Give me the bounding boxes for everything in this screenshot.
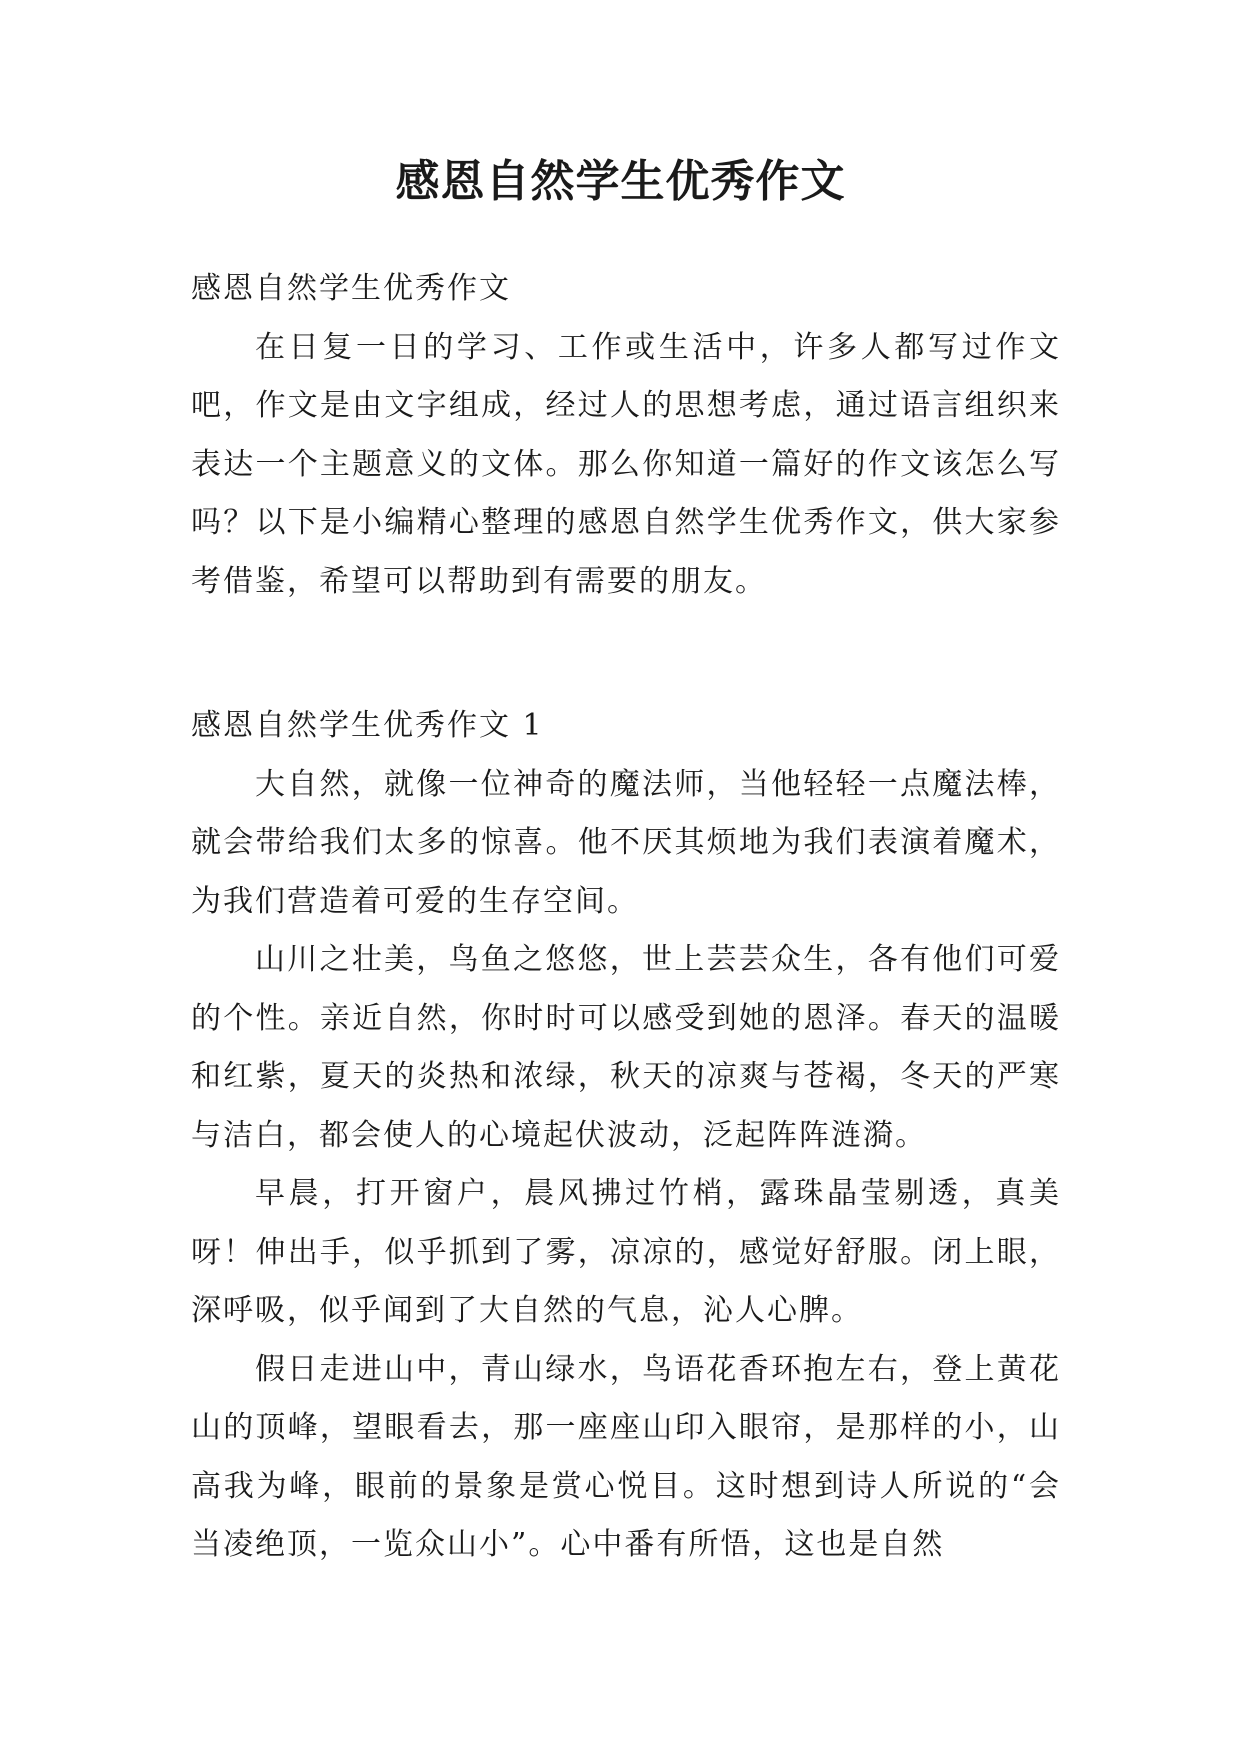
intro-heading: 感恩自然学生优秀作文 [191,271,511,306]
essay-1-paragraph-1: 大自然，就像一位神奇的魔法师，当他轻轻一点魔法棒，就会带给我们太多的惊喜。他不厌其烦地为我们表演着魔术，为我们营造着可爱的生存空间。 [191,766,1061,919]
document-title: 感恩自然学生优秀作文 [395,156,846,207]
document-body [191,260,1061,1575]
section-spacer [191,611,1061,697]
essay-1-paragraph-4: 假日走进山中，青山绿水，鸟语花香环抱左右，登上黄花山的顶峰，望眼看去，那一座座山印入眼帘，是那样的小，山高我为峰，眼前的景象是赏心悦目。这时想到诗人所说的“会当凌绝顶，一览众山小”。心中番有所悟，这也是自然 [191,1351,1061,1562]
essay-1-paragraph-2: 山川之壮美，鸟鱼之悠悠，世上芸芸众生，各有他们可爱的个性。亲近自然，你时时可以感受到她的恩泽。春天的温暖和红紫，夏天的炎热和浓绿，秋天的凉爽与苍褐，冬天的严寒与洁白，都会使人的心境起伏波动，泛起阵阵涟漪。 [191,942,1061,1153]
intro-paragraph: 在日复一日的学习、工作或生活中，许多人都写过作文吧，作文是由文字组成，经过人的思想考虑，通过语言组织来表达一个主题意义的文体。那么你知道一篇好的作文该怎么写吗？以下是小编精心整理的感恩自然学生优秀作文，供大家参考借鉴，希望可以帮助到有需要的朋友。 [191,329,1061,599]
essay-1-paragraph-3: 早晨，打开窗户，晨风拂过竹梢，露珠晶莹剔透，真美呀！伸出手，似乎抓到了雾，凉凉的，感觉好舒服。闭上眼，深呼吸，似乎闻到了大自然的气息，沁人心脾。 [191,1176,1061,1328]
essay-1-heading: 感恩自然学生优秀作文 1 [191,708,544,743]
